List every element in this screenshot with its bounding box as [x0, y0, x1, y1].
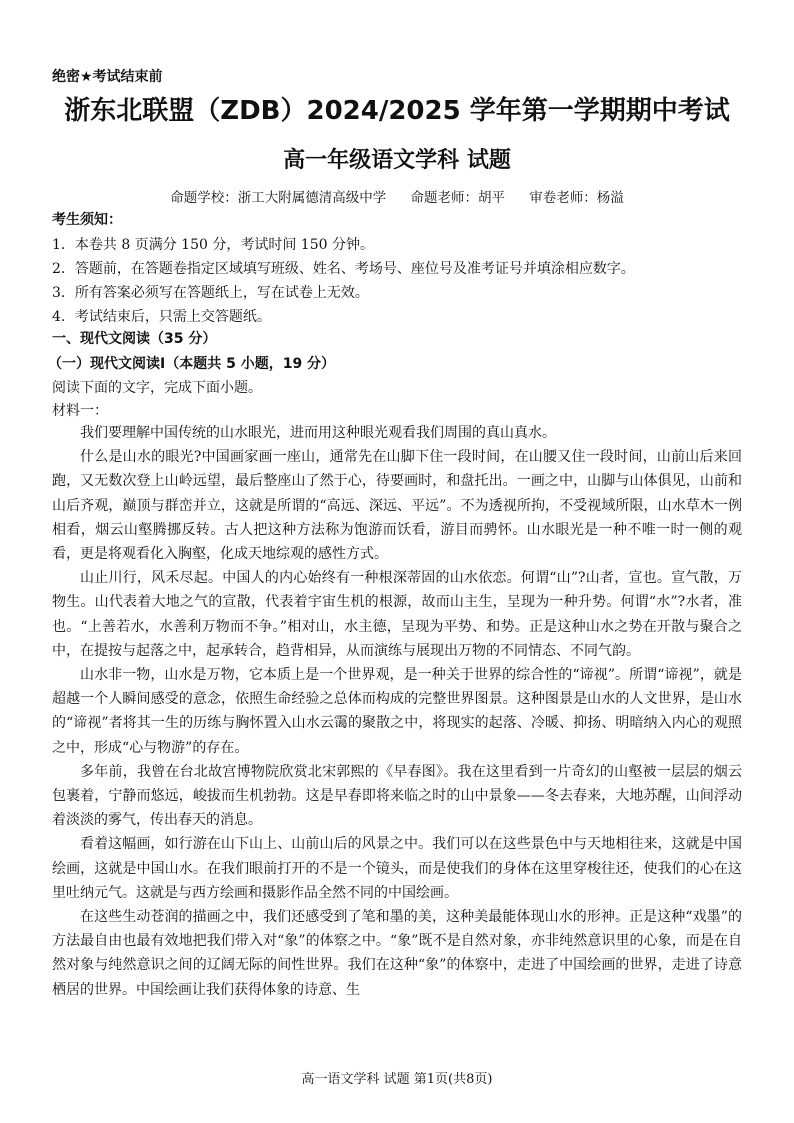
passage-paragraph: 山止川行，风禾尽起。中国人的内心始终有一种根深蒂固的山水依恋。何谓“山”?山者，宣也。宣气散，万物生。山代表着大地之气的宣散，代表着宇宙生机的根源，故而山主生，呈现为一种升势。何谓“水”?水者，准也。“上善若水，水善利万物而不争。”相对山，水主德，呈现为平势、和势。正是这种山水之势在开散与聚合之中，在提按与起落之中，起承转合，趋背相异，从而演练与展现出万物的不同情态、不同气韵。 [52, 570, 742, 659]
exam-title: 浙东北联盟（ZDB）2024/2025 学年第一学期期中考试 [64, 96, 730, 126]
notice-item: 4．考试结束后，只需上交答题纸。 [52, 309, 271, 325]
reading-instruction: 阅读下面的文字，完成下面小题。 [52, 380, 262, 396]
secret-label: 绝密★考试结束前 [52, 69, 163, 85]
subsection-title: （一）现代文阅读Ⅰ（本题共 5 小题，19 分） [48, 356, 336, 372]
exam-subtitle: 高一年级语文学科 试题 [283, 148, 511, 173]
passage-paragraph: 我们要理解中国传统的山水眼光，进而用这种眼光观看我们周围的真山真水。 [80, 425, 556, 441]
section-title: 一、现代文阅读（35 分） [52, 331, 217, 347]
passage-paragraph: 在这些生动苍润的描画之中，我们还感受到了笔和墨的美，这种美最能体现山水的形神。正是这种“戏墨”的方法最自由也最有效地把我们带入对“象”的体察之中。“象”既不是自然对象，亦非纯然意识里的心象，而是在自然对象与纯然意识之间的辽阔无际的间性世界。我们在这种“象”的体察中，走进了中国绘画的世界，走进了诗意栖居的世界。中国绘画让我们获得体象的诗意、生 [52, 909, 742, 998]
passage-paragraph: 什么是山水的眼光?中国画家画一座山，通常先在山脚下住一段时间，在山腰又住一段时间，山前山后来回跑，又无数次登上山岭远望，最后整座山了然于心，待要画时，和盘托出。一画之中，山脚与山体俱见，山前和山后齐观，巅顶与群峦并立，这就是所谓的“高远、深远、平远”。不为透视所拘，不受视域所限，山水草木一例相看，烟云山壑腾挪反转。古人把这种方法称为饱游而饫看，游目而骋怀。山水眼光是一种不唯一时一侧的观看，更是将观看化入胸壑，化成天地综观的感性方式。 [52, 449, 742, 563]
school-text: 命题学校：浙工大附属德清高级中学 [170, 190, 387, 206]
reviewer-text: 审卷老师：杨溢 [529, 190, 624, 206]
passage-paragraph: 山水非一物，山水是万物，它本质上是一个世界观，是一种关于世界的综合性的“谛视”。所谓“谛视”，就是超越一个人瞬间感受的意念，依照生命经验之总体而构成的完整世界图景。这种图景是山水的人文世界，是山水的“谛视”者将其一生的历练与胸怀置入山水云霭的聚散之中，将现实的起落、冷暖、抑扬、明暗纳入内心的观照之中，形成“心与物游”的存在。 [52, 667, 742, 756]
passage-paragraph: 多年前，我曾在台北故宫博物院欣赏北宋郭熙的《早春图》。我在这里看到一片奇幻的山壑被一层层的烟云包裹着，宁静而悠远，峻拔而生机勃勃。这是早春即将来临之时的山中景象——冬去春来，大地苏醒，山间浮动着淡淡的雾气，传出春天的消息。 [52, 763, 742, 829]
page-footer: 高一语文学科 试题 第1页(共8页) [301, 1072, 493, 1087]
passage-paragraph: 看着这幅画，如行游在山下山上、山前山后的风景之中。我们可以在这些景色中与天地相往来，这就是中国绘画，这就是中国山水。在我们眼前打开的不是一个镜头，而是使我们的身体在这里穿梭往还，使我们的心在这里吐纳元气。这就是与西方绘画和摄影作品全然不同的中国绘画。 [52, 836, 742, 901]
notice-item: 3．所有答案必须写在答题纸上，写在试卷上无效。 [52, 285, 369, 301]
reading-passage [52, 421, 742, 1002]
notice-list [52, 233, 752, 329]
material-label: 材料一： [52, 403, 108, 419]
author-line [0, 186, 794, 206]
notice-item: 1．本卷共 8 页满分 150 分，考试时间 150 分钟。 [52, 237, 374, 253]
notice-item: 2．答题前，在答题卷指定区域填写班级、姓名、考场号、座位号及准考证号并填涂相应数字。 [52, 261, 635, 277]
author-text: 命题老师：胡平 [410, 190, 505, 206]
notice-title: 考生须知： [52, 212, 122, 228]
